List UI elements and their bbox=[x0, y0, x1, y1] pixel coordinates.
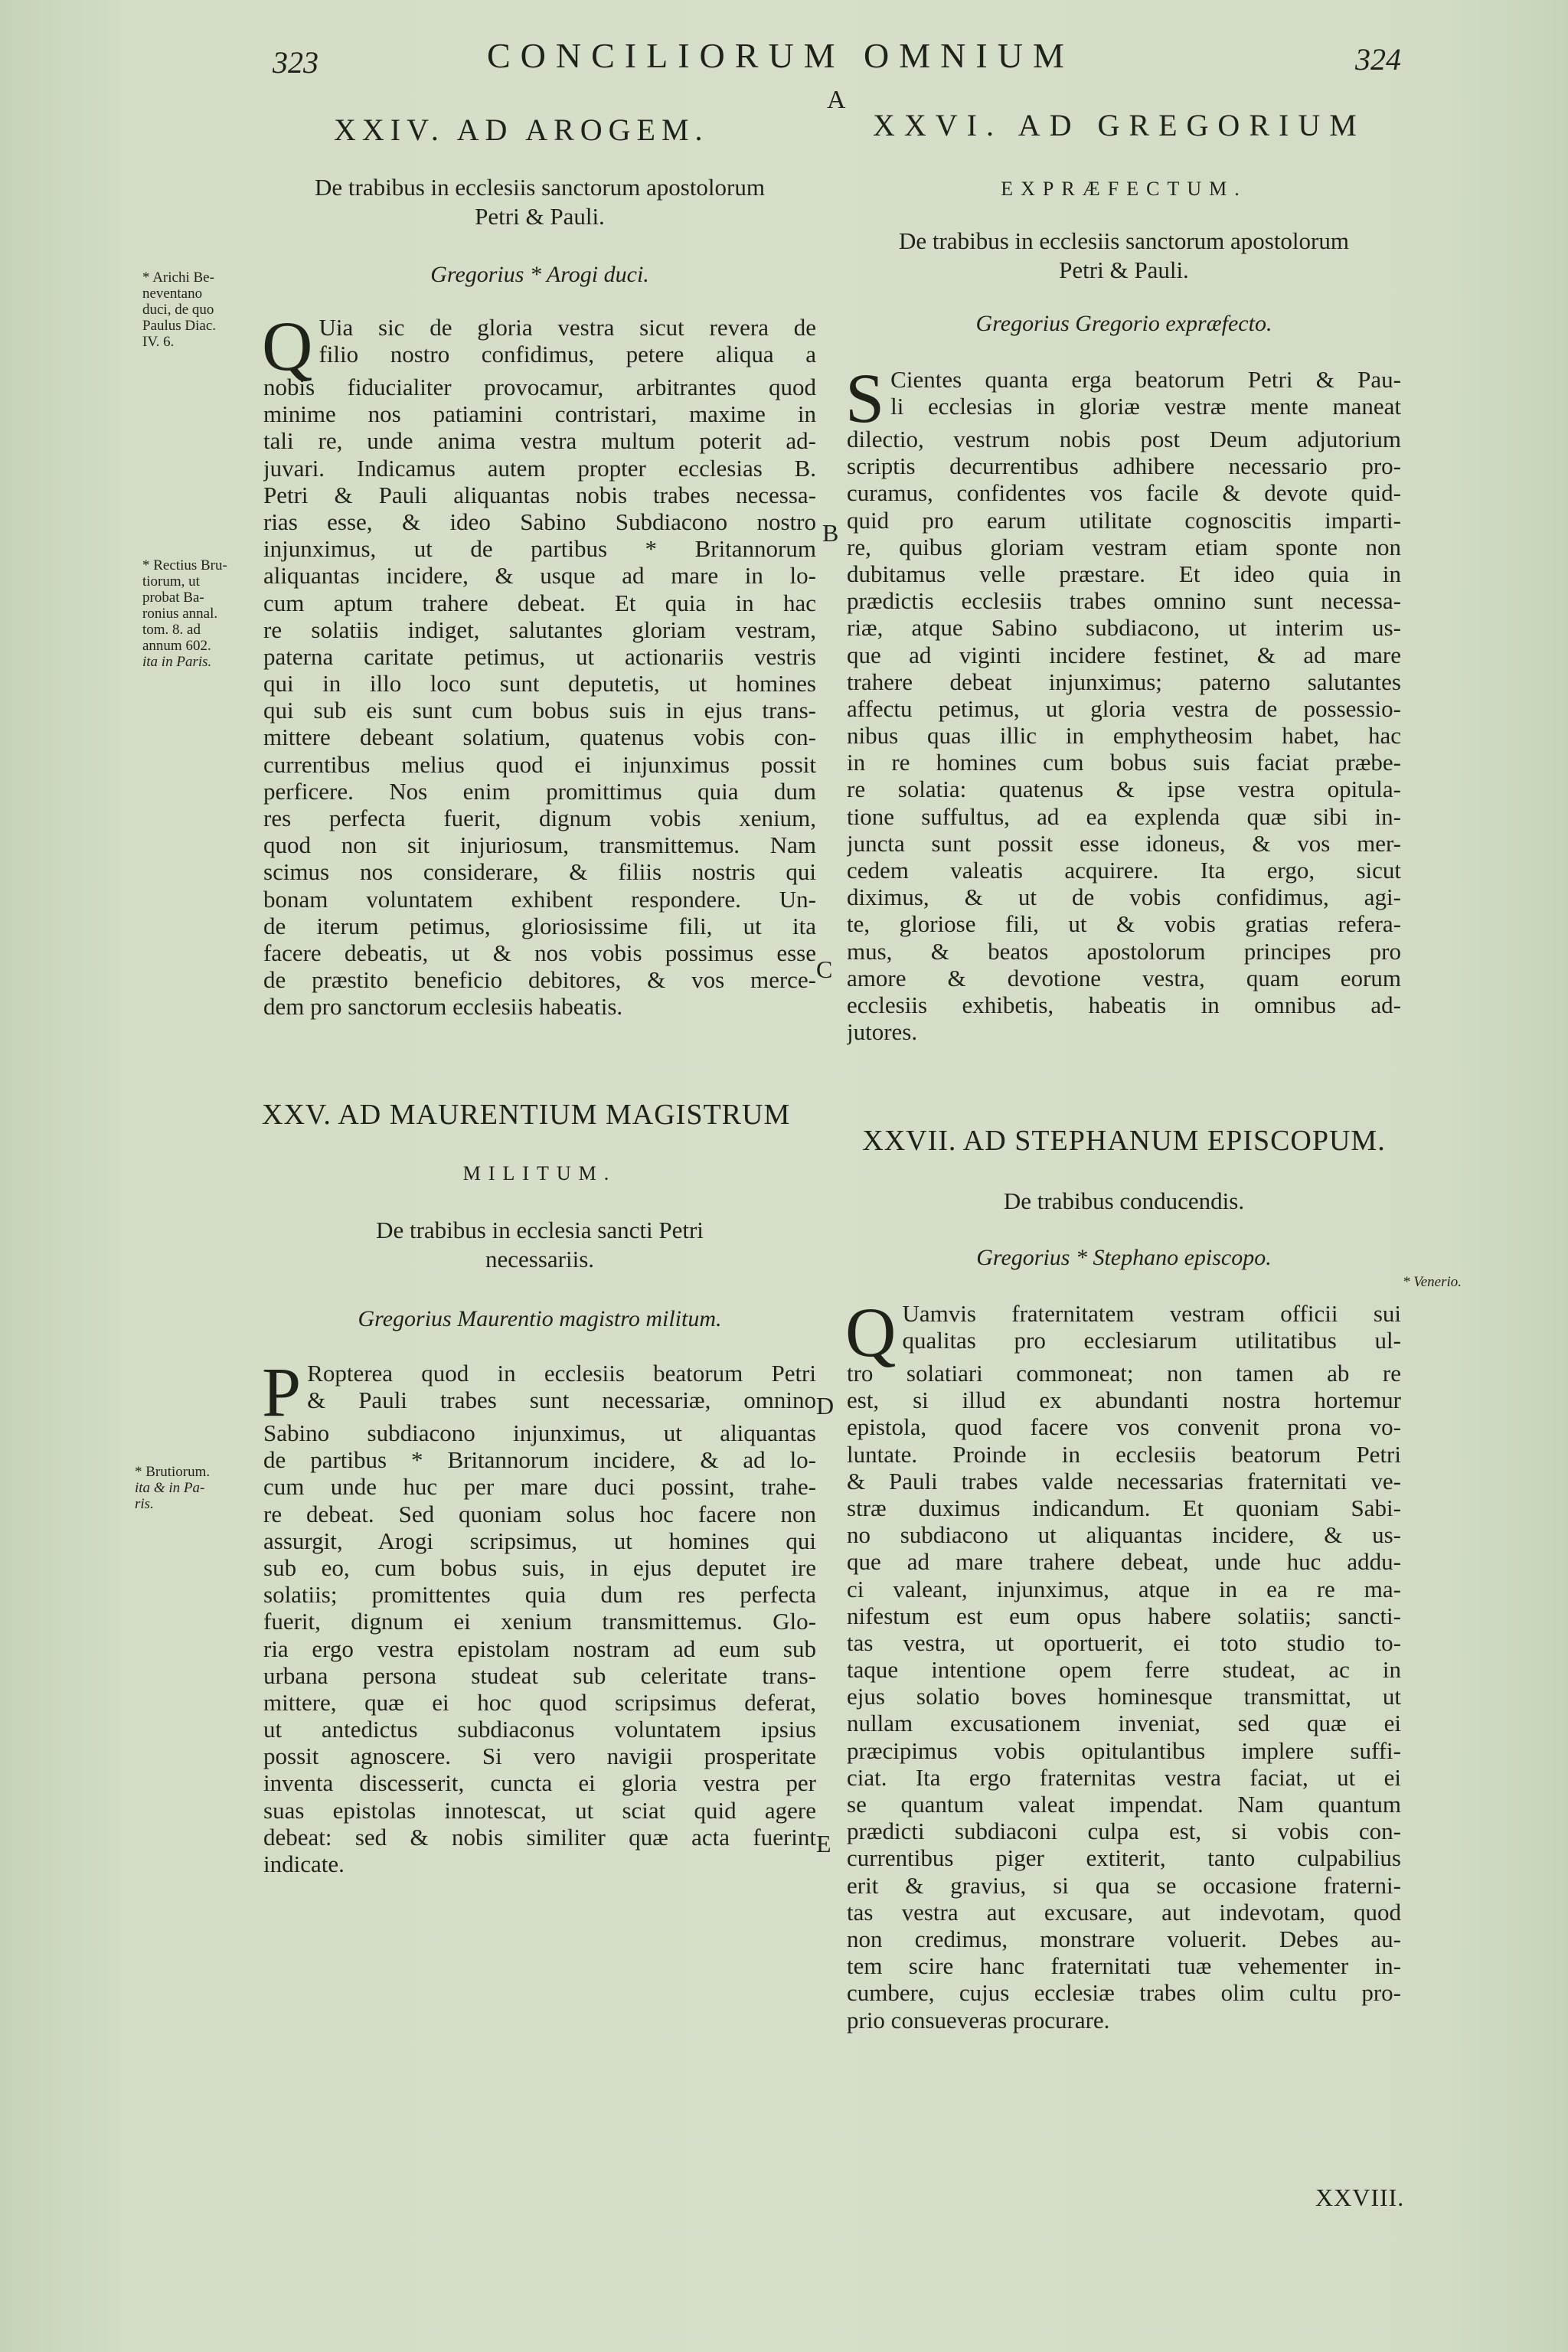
margin-letter-c: C bbox=[816, 956, 833, 983]
text-line: prædictis ecclesiis trabes omnino sunt necessa- bbox=[847, 587, 1401, 615]
text-line: debeat: sed & nobis similiter quæ acta fuerint bbox=[263, 1823, 816, 1851]
text-line: de partibus * Britannorum incidere, & ad lo- bbox=[263, 1446, 816, 1474]
ep26-salutation: Gregorius Gregorio expræfecto. bbox=[975, 311, 1272, 336]
text-line: nifestum est eum opus habere solatiis; sancti- bbox=[847, 1602, 1401, 1629]
text-line: Cientes quanta erga beatorum Petri & Pau- bbox=[890, 366, 1401, 393]
text-line: urbana persona studeat sub celeritate trans- bbox=[263, 1661, 816, 1689]
text-line: nobis fiducialiter provocamur, arbitrantes quod bbox=[263, 374, 816, 400]
ep25-subject bbox=[263, 1216, 816, 1274]
text-line: paterna caritate petimus, ut actionariis vestris bbox=[263, 642, 816, 670]
ep25-subtitle: MILITUM. bbox=[462, 1162, 617, 1184]
text-line: Uia sic de gloria vestra sicut revera de bbox=[318, 314, 816, 341]
margin-note-1 bbox=[142, 270, 265, 350]
text-line: juvari. Indicamus autem propter ecclesias B. bbox=[263, 454, 816, 482]
ep26-body bbox=[845, 359, 1401, 1046]
ep27-drop-cap: Q bbox=[845, 1293, 897, 1371]
ep25-title: XXV. AD MAURENTIUM MAGISTRUM bbox=[262, 1099, 791, 1131]
text-line: Uamvis fraternitatem vestram officii sui bbox=[902, 1300, 1401, 1327]
text-line: cum unde huc per mare duci possint, trahe- bbox=[263, 1473, 816, 1501]
margin-note-2-line: annum 602. bbox=[142, 638, 211, 654]
text-line: præcipimus vobis opitulantibus implere suffi- bbox=[847, 1736, 1401, 1764]
text-line: mus, & beatos apostolorum principes pro bbox=[847, 937, 1401, 965]
text-line: re solatia: quatenus & ipse vestra opitula- bbox=[847, 776, 1401, 803]
text-line: ria ergo vestra epistolam nostram ad eum sub bbox=[263, 1635, 816, 1662]
text-line: bonam voluntatem exhibent respondere. Un- bbox=[263, 885, 816, 913]
text-line: facere debeatis, ut & nos vobis possimus esse bbox=[263, 939, 816, 966]
text-line: diximus, & ut de vobis confidimus, agi- bbox=[847, 884, 1401, 911]
text-line: tas vestra aut excusare, aut indevotam, quod bbox=[847, 1898, 1401, 1926]
ep24-title: XXIV. AD AROGEM. bbox=[334, 113, 709, 147]
ep24-body bbox=[262, 307, 816, 1021]
text-line: mittere debeant solatium, quatenus vobis con- bbox=[263, 724, 816, 751]
text-line: nibus quas illic in emphytheosim habet, hac bbox=[847, 722, 1401, 750]
text-line: re debeat. Sed quoniam solus hoc facere non bbox=[263, 1500, 816, 1527]
text-line: ci valeant, injunximus, atque in ea re ma- bbox=[847, 1575, 1401, 1602]
text-line: quid pro earum utilitate cognoscitis imparti- bbox=[847, 506, 1401, 534]
text-line: stræ duximus indicandum. Et quoniam Sabi- bbox=[847, 1494, 1401, 1521]
ep27-subject bbox=[847, 1187, 1401, 1216]
ep24-subject-line-2: Petri & Pauli. bbox=[475, 203, 605, 230]
text-line: fuerit, dignum ei xenium transmittemus. Glo- bbox=[263, 1608, 816, 1635]
margin-letter-e: E bbox=[816, 1830, 831, 1857]
text-line: cum aptum trahere debeat. Et quia in hac bbox=[263, 589, 816, 616]
text-line: qui in illo loco sunt deputetis, ut homines bbox=[263, 670, 816, 697]
text-line: trahere debeat injunximus; paterno salutantes bbox=[847, 668, 1401, 695]
text-line: Sabino subdiacono injunximus, ut aliquantas bbox=[263, 1419, 816, 1446]
ep25-drop-cap: P bbox=[262, 1353, 302, 1431]
text-line: re solatiis indiget, salutantes gloriam vestram, bbox=[263, 616, 816, 643]
text-line: riæ, atque Sabino subdiacono, ut interim us- bbox=[847, 614, 1401, 642]
ep24-drop-cap: Q bbox=[262, 307, 313, 385]
margin-note-1-line: IV. 6. bbox=[142, 334, 175, 350]
text-line: est, si illud ex abundanti nostra hortemur bbox=[847, 1387, 1401, 1414]
text-line: res perfecta fuerit, dignum vobis xenium, bbox=[263, 805, 816, 831]
text-line: affectu petimus, ut gloria vestra de possessio- bbox=[847, 694, 1401, 722]
ep26-subject-line-2: Petri & Pauli. bbox=[1059, 256, 1189, 283]
text-line: dilectio, vestrum nobis post Deum adjutorium bbox=[847, 426, 1401, 452]
text-line: dem pro sanctorum ecclesiis habeatis. bbox=[263, 993, 623, 1021]
ep24-subject bbox=[263, 173, 816, 231]
margin-note-4: * Venerio. bbox=[1403, 1274, 1462, 1290]
text-line: no subdiacono ut aliquantas incidere, & us- bbox=[847, 1521, 1401, 1549]
ep25-subject-line-2: necessariis. bbox=[485, 1246, 595, 1272]
page-number-left: 323 bbox=[273, 45, 318, 80]
catchword: XXVIII. bbox=[1315, 2184, 1405, 2211]
text-line: minime nos patiamini contristari, maxime in bbox=[263, 400, 816, 428]
margin-note-1-line: duci, de quo bbox=[142, 302, 214, 318]
text-line: tas vestra, ut oportuerit, ei toto studio to- bbox=[847, 1628, 1401, 1656]
text-line: scimus nos considerare, & filiis nostris qui bbox=[263, 858, 816, 886]
text-line: scriptis decurrentibus adhibere necessario pro- bbox=[847, 452, 1401, 480]
ep27-title: XXVII. AD STEPHANUM EPISCOPUM. bbox=[862, 1125, 1386, 1157]
text-line: currentibus melius quod ei injunximus possit bbox=[263, 750, 816, 778]
ep24-subject-line-1: De trabibus in ecclesiis sanctorum apostolorum bbox=[314, 174, 765, 201]
text-line: quod non sit injuriosum, transmittemus. Nam bbox=[263, 831, 816, 859]
text-line: epistola, quod facere vos convenit prona vo- bbox=[847, 1413, 1401, 1441]
text-line: tro solatiari commoneat; non tamen ab re bbox=[847, 1360, 1401, 1387]
text-line: injunximus, ut de partibus * Britannorum bbox=[263, 535, 816, 563]
margin-letter-b: B bbox=[822, 519, 839, 547]
ep25-body bbox=[262, 1353, 816, 1877]
text-line: & Pauli trabes sunt necessariæ, omnino bbox=[307, 1387, 816, 1414]
text-line: cumbere, cujus ecclesiæ trabes olim cultu pro- bbox=[847, 1979, 1401, 2007]
ep26-subtitle: EXPRÆFECTUM. bbox=[1001, 178, 1247, 200]
text-line: possit agnoscere. Si vero navigii prosperitate bbox=[263, 1743, 816, 1770]
text-line: de præstito beneficio debitores, & vos merce- bbox=[263, 966, 816, 994]
text-line: perficere. Nos enim promittimus quia dum bbox=[263, 777, 816, 805]
ep27-salutation: Gregorius * Stephano episcopo. bbox=[976, 1245, 1272, 1270]
text-line: que ad mare trahere debeat, unde huc addu- bbox=[847, 1548, 1401, 1576]
text-line: cedem valeatis acquirere. Ita ergo, sicut bbox=[847, 857, 1401, 884]
ep27-subject-line-1: De trabibus conducendis. bbox=[1003, 1187, 1245, 1214]
text-line: Ropterea quod in ecclesiis beatorum Petri bbox=[307, 1360, 816, 1387]
text-line: ecclesiis exhibetis, habeatis in omnibus ad- bbox=[847, 991, 1401, 1018]
text-line: filio nostro confidimus, petere aliqua a bbox=[318, 341, 816, 368]
text-line: mittere, quæ ei hoc quod scripsimus deferat, bbox=[263, 1688, 816, 1716]
text-line: dubitamus velle præstare. Et ideo quia in bbox=[847, 560, 1401, 587]
text-line: in re homines cum bobus suis faciat præbe- bbox=[847, 749, 1401, 776]
text-line: qui sub eis sunt cum bobus suis in ejus trans- bbox=[263, 697, 816, 724]
ep25-subject-line-1: De trabibus in ecclesia sancti Petri bbox=[376, 1217, 704, 1243]
text-line: amore & devotione vestra, quam eorum bbox=[847, 964, 1401, 991]
text-line: assurgit, Arogi scripsimus, ut homines qui bbox=[263, 1527, 816, 1554]
text-line: juncta sunt possit esse idoneus, & vos mer- bbox=[847, 829, 1401, 857]
margin-note-1-line: neventano bbox=[142, 286, 203, 302]
ep27-body bbox=[845, 1293, 1401, 2034]
ep26-title: XXVI. AD GREGORIUM bbox=[873, 108, 1366, 142]
text-line: ejus solatio boves hominesque transmittat, ut bbox=[847, 1683, 1401, 1710]
margin-note-1-line: * Arichi Be- bbox=[142, 270, 214, 286]
text-line: tem scire hanc fraternitati tuæ vehementer in- bbox=[847, 1952, 1401, 1980]
text-line: jutores. bbox=[847, 1018, 918, 1046]
text-line: que ad viginti incidere festinet, & ad mare bbox=[847, 641, 1401, 668]
text-line: & Pauli trabes valde necessarias fraternitati ve- bbox=[847, 1467, 1401, 1494]
text-line: de iterum petimus, gloriosissime fili, ut ita bbox=[263, 912, 816, 939]
ep26-subject-line-1: De trabibus in ecclesiis sanctorum apostolorum bbox=[898, 227, 1349, 254]
text-line: Petri & Pauli aliquantas nobis trabes necessa- bbox=[263, 481, 816, 508]
ep26-subject bbox=[847, 227, 1401, 285]
margin-note-2 bbox=[142, 557, 265, 670]
section-mark: A bbox=[827, 86, 846, 114]
text-line: tali re, unde anima vestra multum poterit ad- bbox=[263, 427, 816, 455]
text-line: ciat. Ita ergo fraternitas vestra faciat, ut ei bbox=[847, 1763, 1401, 1791]
text-line: inventa discesserit, cuncta ei gloria vestra per bbox=[263, 1769, 816, 1797]
text-line: tione suffultus, ad ea explenda quæ sibi in- bbox=[847, 802, 1401, 830]
margin-note-3 bbox=[135, 1464, 257, 1512]
margin-note-2-line: tom. 8. ad bbox=[142, 622, 201, 638]
text-line: sub eo, cum bobus suis, in ejus deputet ire bbox=[263, 1553, 816, 1581]
ep25-salutation: Gregorius Maurentio magistro militum. bbox=[358, 1306, 722, 1331]
text-line: prædicti subdiaconi culpa est, si vobis con- bbox=[847, 1818, 1401, 1845]
page-number-right: 324 bbox=[1355, 42, 1401, 77]
margin-note-3-line: * Brutiorum. bbox=[135, 1464, 211, 1480]
text-line: rias esse, & ideo Sabino Subdiacono nostro bbox=[263, 508, 816, 535]
ep26-drop-cap: S bbox=[845, 359, 885, 437]
ep24-salutation: Gregorius * Arogi duci. bbox=[430, 262, 649, 287]
margin-note-2-line: ita in Paris. bbox=[142, 654, 212, 670]
margin-note-1-line: Paulus Diac. bbox=[142, 318, 217, 334]
text-line: curamus, confidentes vos facile & devote quid- bbox=[847, 479, 1401, 507]
text-line: aliquantas incidere, & usque ad mare in lo- bbox=[263, 562, 816, 590]
text-line: re, quibus gloriam vestram etiam sponte non bbox=[847, 533, 1401, 560]
text-line: indicate. bbox=[263, 1851, 345, 1877]
text-line: currentibus piger extiterit, tanto culpabilius bbox=[847, 1844, 1401, 1872]
text-line: suas epistolas innotescat, ut sciat quid agere bbox=[263, 1796, 816, 1824]
text-line: taque intentione opem ferre studeat, ac in bbox=[847, 1656, 1401, 1684]
text-line: prio consueveras procurare. bbox=[847, 2006, 1110, 2034]
text-line: luntate. Proinde in ecclesiis beatorum Petri bbox=[847, 1440, 1401, 1468]
text-line: qualitas pro ecclesiarum utilitatibus ul- bbox=[902, 1327, 1401, 1354]
margin-letter-d: D bbox=[816, 1392, 835, 1419]
margin-note-3-line: ita & in Pa- bbox=[135, 1480, 205, 1496]
text-line: solatiis; promittentes quia dum res perfecta bbox=[263, 1581, 816, 1609]
text-line: te, gloriose fili, ut & vobis gratias refera- bbox=[847, 910, 1401, 938]
margin-note-3-line: ris. bbox=[135, 1496, 154, 1512]
text-line: nullam excusationem inveniat, sed quæ ei bbox=[847, 1710, 1401, 1737]
margin-note-2-line: tiorum, ut bbox=[142, 573, 200, 590]
margin-note-2-line: ronius annal. bbox=[142, 606, 218, 622]
text-line: se quantum valeat impendat. Nam quantum bbox=[847, 1791, 1401, 1818]
text-line: li ecclesias in gloriæ vestræ mente maneat bbox=[890, 393, 1401, 420]
text-line: erit & gravius, si qua se occasione fraterni- bbox=[847, 1871, 1401, 1899]
text-line: ut antedictus subdiaconus voluntatem ipsius bbox=[263, 1716, 816, 1743]
running-title: CONCILIORUM OMNIUM bbox=[487, 36, 1074, 75]
margin-note-2-line: * Rectius Bru- bbox=[142, 557, 227, 573]
text-line: non credimus, monstrare voluerit. Debes au- bbox=[847, 1925, 1401, 1952]
margin-note-2-line: probat Ba- bbox=[142, 590, 204, 606]
